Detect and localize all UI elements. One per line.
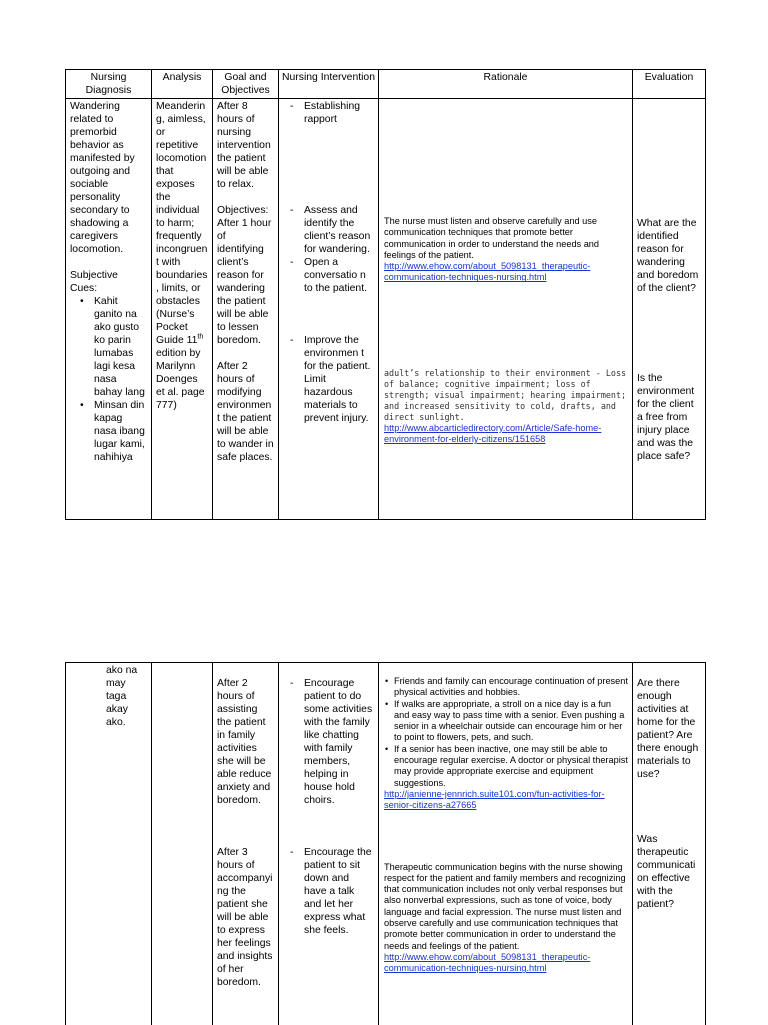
intervention-item: - Encourage patient to do some activities with the family like chatting with family members, helping in house hold choirs. (283, 677, 374, 807)
intervention-list (283, 334, 374, 425)
header-nursing-diagnosis: Nursing Diagnosis (66, 70, 152, 99)
care-plan-table-page-1 (65, 69, 706, 520)
header-analysis: Analysis (152, 70, 213, 99)
goal-cell (213, 99, 279, 520)
evaluation-text: Was therapeutic communicati on effective with the patient? (637, 834, 696, 910)
goal-cell (213, 663, 279, 1025)
header-goal-and-objectives: Goal and Objectives (213, 70, 279, 99)
rationale-link[interactable]: http://www.ehow.com/about_5098131_therapeutic-communication-techniques-nursing.html (384, 951, 591, 974)
care-plan-table-page-2 (65, 662, 706, 1025)
analysis-cell (152, 663, 213, 1025)
intervention-list (283, 677, 374, 807)
objectives-label: Objectives: (217, 205, 269, 216)
intervention-list (283, 204, 374, 295)
analysis-superscript: th (197, 333, 204, 341)
goal-text: After 3 hours of accompanyi ng the patient she will be able to express her feelings and insights of her boredom. (217, 847, 273, 988)
header-nursing-intervention: Nursing Intervention (279, 70, 379, 99)
intervention-cell (279, 99, 379, 520)
rationale-text: Therapeutic communication begins with the nurse showing respect for the patient and family members and recognizing that communication includes not only verbal responses but also nonverbal expressions, such as tone of voice, body language and facial expression. The nurse must listen and observe carefully and use communication techniques that promote better communication in order to understand the needs and feelings of the patient. (384, 861, 626, 951)
intervention-item: - Assess and identify the client’s reason for wandering. (283, 204, 374, 256)
evaluation-cell (633, 99, 706, 520)
intervention-list (283, 846, 374, 937)
rationale-text: The nurse must listen and observe carefully and use communication techniques that promote better communication in order to understand the needs and feelings of the patient. (384, 216, 600, 260)
header-evaluation: Evaluation (633, 70, 706, 99)
intervention-item: - Improve the environmen t for the patient. Limit hazardous materials to prevent injury. (283, 334, 374, 425)
analysis-cell (152, 99, 213, 520)
rationale-bullets (384, 676, 628, 789)
intervention-item: - Open a conversatio n to the patient. (283, 256, 374, 295)
rationale-bullet: • If walks are appropriate, a stroll on a nice day is a fun and easy way to pass time with a senior. Even pushing a senior in a wheelchair outside can encourage him or her to point to flowers, pets, and such. (394, 699, 628, 744)
analysis-text-tail: edition by Marilynn Doenges et al. page 777) (156, 348, 205, 411)
rationale-cell (379, 663, 633, 1025)
diagnosis-continuation: ako na may taga akay ako. (106, 665, 138, 728)
rationale-bullet: • If a senior has been inactive, one may still be able to encourage regular exercise. A doctor or physical therapist may provide appropriate exercise and equipment suggestions. (394, 744, 628, 789)
diagnosis-text: Wandering related to premorbid behavior as manifested by outgoing and sociable personality secondary to shadowing a caregivers locomotion. (70, 101, 135, 255)
rationale-text: adult’s relationship to their environment - Loss of balance; cognitive impairment; loss of strength; visual impairment; hearing impairment; and increased sensitivity to cold, drafts, and direct sunlight. (384, 367, 627, 422)
evaluation-text: What are the identified reason for wandering and boredom of the client? (637, 218, 699, 294)
intervention-item: - Encourage the patient to sit down and have a talk and let her express what she feels. (283, 846, 374, 937)
subjective-cue: • Minsan din kapag nasa ibang lugar kami, nahihiya (94, 399, 147, 464)
diagnosis-cell (66, 663, 152, 1025)
goal-text: After 2 hours of modifying environmen t the patient will be able to wander in safe places. (217, 361, 274, 463)
rationale-link[interactable]: http://www.abcarticledirectory.com/Article/Safe-home-environment-for-elderly-citizens/151658 (384, 422, 602, 445)
evaluation-text: Are there enough activities at home for the patient? Are there enough materials to use? (637, 678, 699, 780)
rationale-cell (379, 99, 633, 520)
intervention-cell (279, 663, 379, 1025)
header-rationale: Rationale (379, 70, 633, 99)
subjective-cues-label: Subjective Cues: (70, 270, 118, 294)
goal-text: After 2 hours of assisting the patient in family activities she will be able reduce anxiety and boredom. (217, 678, 272, 806)
analysis-text: Meanderin g, aimless, or repetitive locomotion that exposes the individual to harm; frequently incongruen t with boundaries , limits, or obstacles (Nurse’s Pocket Guide 11 (156, 101, 208, 346)
goal-text: After 1 hour of identifying client’s reason for wandering the patient will be able to lessen boredom. (217, 218, 272, 346)
goal-text: After 8 hours of nursing intervention the patient will be able to relax. (217, 101, 271, 190)
table-row (66, 99, 706, 520)
evaluation-cell (633, 663, 706, 1025)
table-header-row (66, 70, 706, 99)
evaluation-text: Is the environment for the client a free from injury place and was the place safe? (637, 373, 695, 462)
subjective-cue: • Kahit ganito na ako gusto ko parin lumabas lagi kesa nasa bahay lang (94, 295, 147, 399)
table-row (66, 663, 706, 1025)
rationale-link[interactable]: http://janienne-jennrich.suite101.com/fun-activities-for-senior-citizens-a27665 (384, 788, 605, 811)
rationale-bullet: • Friends and family can encourage continuation of present physical activities and hobbies. (394, 676, 628, 699)
diagnosis-cell (66, 99, 152, 520)
intervention-item: - Establishing rapport (283, 100, 374, 126)
rationale-link[interactable]: http://www.ehow.com/about_5098131_therapeutic-communication-techniques-nursing.html (384, 261, 591, 283)
intervention-list (283, 100, 374, 126)
subjective-cues-list (70, 295, 147, 464)
